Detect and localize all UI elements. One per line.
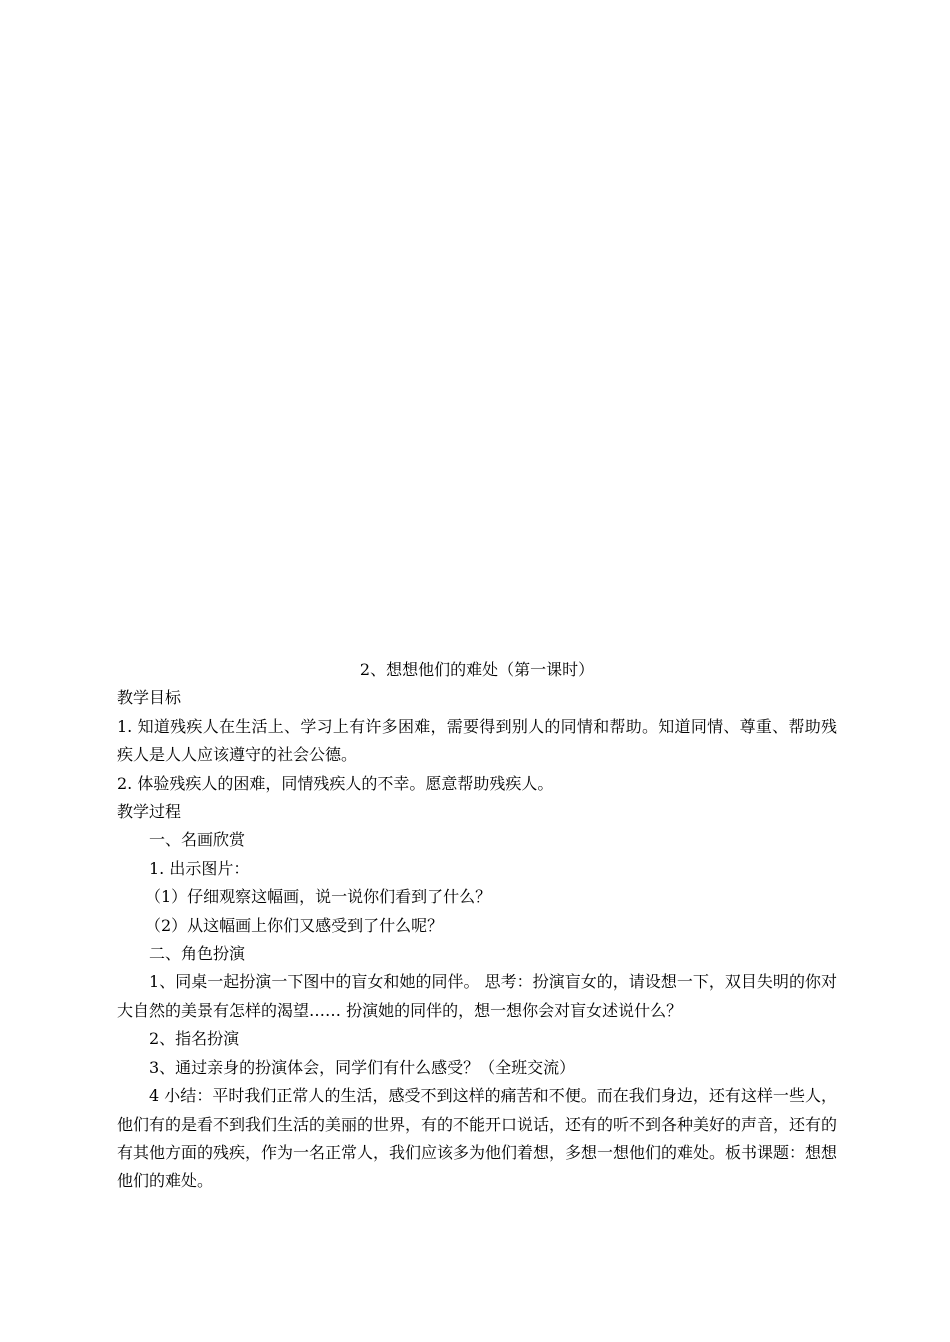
section1-heading: 一、名画欣赏 xyxy=(149,830,246,850)
goals-heading: 教学目标 xyxy=(117,688,182,708)
section1-step: 1. 出示图片： xyxy=(149,858,250,878)
section1-question-1: （1）仔细观察这幅画，说一说你们看到了什么？ xyxy=(145,887,492,907)
section2-step-1: 1、同桌一起扮演一下图中的盲女和她的同伴。 思考：扮演盲女的，请设想一下，双目失明的你对大自然的美景有怎样的渴望…… 扮演她的同伴的，想一想你会对盲女述说什么？ xyxy=(117,972,837,1020)
document-body xyxy=(117,656,837,1196)
document-title: 2、想想他们的难处（第一课时） xyxy=(359,660,595,679)
process-heading: 教学过程 xyxy=(117,802,182,822)
section2-heading: 二、角色扮演 xyxy=(149,944,246,964)
goal-item-2: 2. 体验残疾人的困难，同情残疾人的不幸。愿意帮助残疾人。 xyxy=(117,773,554,793)
section1-question-2: （2）从这幅画上你们又感受到了什么呢？ xyxy=(145,915,444,935)
section2-step-3: 3、通过亲身的扮演体会，同学们有什么感受？（全班交流） xyxy=(149,1057,576,1077)
section2-step-2: 2、指名扮演 xyxy=(149,1029,240,1049)
goal-item-1: 1. 知道残疾人在生活上、学习上有许多困难，需要得到别人的同情和帮助。知道同情、尊重、帮助残疾人是人人应该遵守的社会公德。 xyxy=(117,716,837,765)
section2-step-4: 4 小结：平时我们正常人的生活，感受不到这样的痛苦和不便。而在我们身边，还有这样一些人，他们有的是看不到我们生活的美丽的世界，有的不能开口说话，还有的听不到各种美好的声音，还有的有其他方面的残疾，作为一名正常人，我们应该多为他们着想，多想一想他们的难处。板书课题：想想他们的难处。 xyxy=(117,1086,838,1191)
